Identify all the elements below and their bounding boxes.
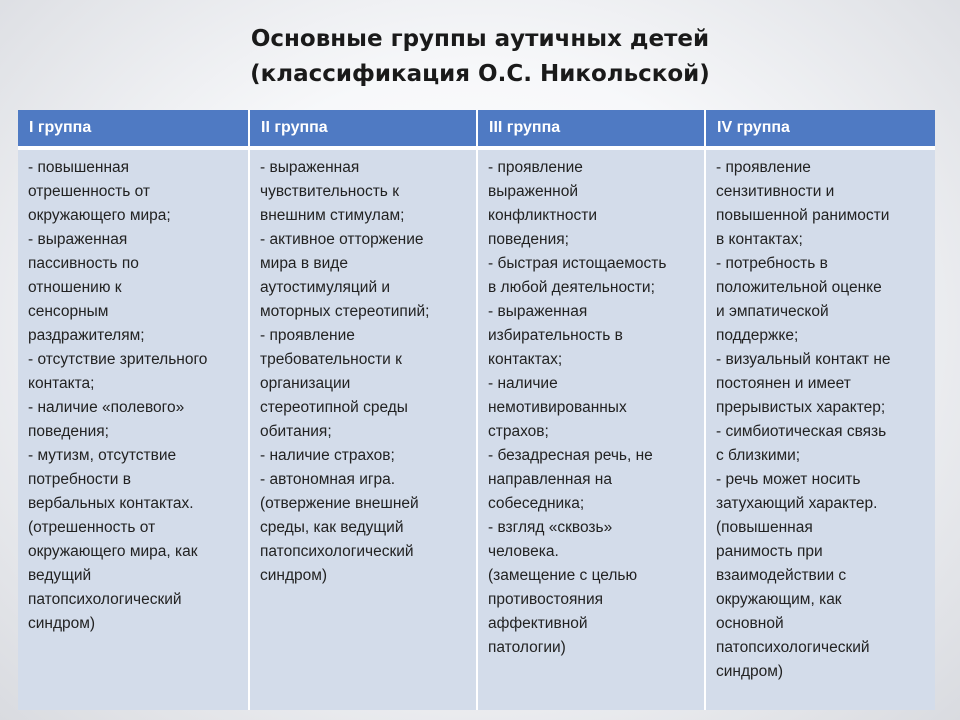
cell-text-line: с близкими; [716, 447, 801, 464]
cell-text-line: раздражителям; [28, 327, 145, 344]
cell-text-line: синдром) [716, 663, 784, 680]
column-cell-group-2 [250, 156, 476, 588]
cell-text-line: отношению к [28, 279, 122, 296]
cell-text-line: патологии) [488, 639, 566, 656]
cell-text-line: - выраженная [28, 231, 128, 248]
cell-text-line: в контактах; [716, 231, 803, 248]
cell-text-line: - повышенная [28, 159, 130, 176]
cell-text-line: (отвержение внешней [260, 495, 419, 512]
column-cell-group-4 [706, 156, 935, 684]
cell-text-line: синдром) [28, 615, 96, 632]
cell-text-line: прерывистых характер; [716, 399, 886, 416]
cell-text-line: - мутизм, отсутствие [28, 447, 177, 464]
cell-text-line: отрешенность от [28, 183, 151, 200]
cell-text-line: патопсихологический [716, 639, 870, 656]
cell-text-line: окружающего мира; [28, 207, 171, 224]
cell-text-line: направленная на [488, 471, 612, 488]
cell-text-line: основной [716, 615, 784, 632]
cell-text-line: контактах; [488, 351, 563, 368]
cell-text-line: сенсорным [28, 303, 109, 320]
cell-text-line: и эмпатической [716, 303, 829, 320]
column-header-group-3: III группа [478, 110, 704, 146]
cell-text-line: (повышенная [716, 519, 813, 536]
cell-text-line: окружающим, как [716, 591, 842, 608]
cell-text-line: потребности в [28, 471, 131, 488]
column-cell-group-1 [18, 156, 248, 636]
cell-text-line: в любой деятельности; [488, 279, 655, 296]
cell-text-line: - быстрая истощаемость [488, 255, 667, 272]
cell-text-line: повышенной ранимости [716, 207, 890, 224]
cell-text-line: чувствительность к [260, 183, 399, 200]
cell-text-line: - потребность в [716, 255, 828, 272]
cell-text-line: аффективной [488, 615, 588, 632]
cell-text-line: - речь может носить [716, 471, 861, 488]
cell-text-line: немотивированных [488, 399, 627, 416]
cell-text-line: избирательность в [488, 327, 623, 344]
cell-text-line: - отсутствие зрительного [28, 351, 208, 368]
cell-text-line: - проявление [716, 159, 811, 176]
cell-text-line: поведения; [488, 231, 569, 248]
cell-text-line: - наличие «полевого» [28, 399, 185, 416]
cell-text-line: взаимодействии с [716, 567, 847, 584]
cell-text-line: пассивность по [28, 255, 139, 272]
cell-text-line: организации [260, 375, 351, 392]
cell-text-line: собеседника; [488, 495, 585, 512]
column-header-group-4: IV группа [706, 110, 935, 146]
cell-text-line: сензитивности и [716, 183, 835, 200]
cell-text-line: обитания; [260, 423, 332, 440]
cell-text-line: постоянен и имеет [716, 375, 851, 392]
cell-text-line: - выраженная [260, 159, 360, 176]
page-title-line-2: (классификация О.С. Никольской) [250, 61, 710, 87]
cell-text-line: - симбиотическая связь [716, 423, 887, 440]
cell-text-line: синдром) [260, 567, 328, 584]
cell-text-line: среды, как ведущий [260, 519, 404, 536]
cell-text-line: окружающего мира, как [28, 543, 198, 560]
cell-text-line: - проявление [488, 159, 583, 176]
cell-text-line: - проявление [260, 327, 355, 344]
cell-text-line: конфликтности [488, 207, 597, 224]
cell-text-line: (замещение с целью [488, 567, 638, 584]
cell-text-line: - автономная игра. [260, 471, 396, 488]
cell-text-line: страхов; [488, 423, 549, 440]
page-title-line-1: Основные группы аутичных детей [250, 26, 710, 52]
column-header-group-1: I группа [18, 110, 248, 146]
cell-text-line: - активное отторжение [260, 231, 424, 248]
cell-text-line: вербальных контактах. [28, 495, 194, 512]
cell-text-line: моторных стереотипий; [260, 303, 430, 320]
cell-text-line: - визуальный контакт не [716, 351, 891, 368]
cell-text-line: патопсихологический [260, 543, 414, 560]
cell-text-line: положительной оценке [716, 279, 882, 296]
cell-text-line: - наличие [488, 375, 558, 392]
cell-text-line: контакта; [28, 375, 95, 392]
cell-text-line: - наличие страхов; [260, 447, 395, 464]
cell-text-line: требовательности к [260, 351, 402, 368]
cell-text-line: - выраженная [488, 303, 588, 320]
cell-text-line: стереотипной среды [260, 399, 408, 416]
cell-text-line: поддержке; [716, 327, 799, 344]
cell-text-line: (отрешенность от [28, 519, 156, 536]
cell-text-line: ведущий [28, 567, 92, 584]
cell-text-line: - взгляд «сквозь» [488, 519, 613, 536]
classification-table [18, 110, 935, 710]
cell-text-line: противостояния [488, 591, 604, 608]
cell-text-line: - безадресная речь, не [488, 447, 653, 464]
column-header-group-2: II группа [250, 110, 476, 146]
cell-text-line: ранимость при [716, 543, 823, 560]
cell-text-line: выраженной [488, 183, 579, 200]
cell-text-line: внешним стимулам; [260, 207, 405, 224]
cell-text-line: мира в виде [260, 255, 348, 272]
cell-text-line: поведения; [28, 423, 109, 440]
cell-text-line: аутостимуляций и [260, 279, 391, 296]
cell-text-line: патопсихологический [28, 591, 182, 608]
cell-text-line: человека. [488, 543, 559, 560]
column-cell-group-3 [478, 156, 704, 660]
cell-text-line: затухающий характер. [716, 495, 878, 512]
